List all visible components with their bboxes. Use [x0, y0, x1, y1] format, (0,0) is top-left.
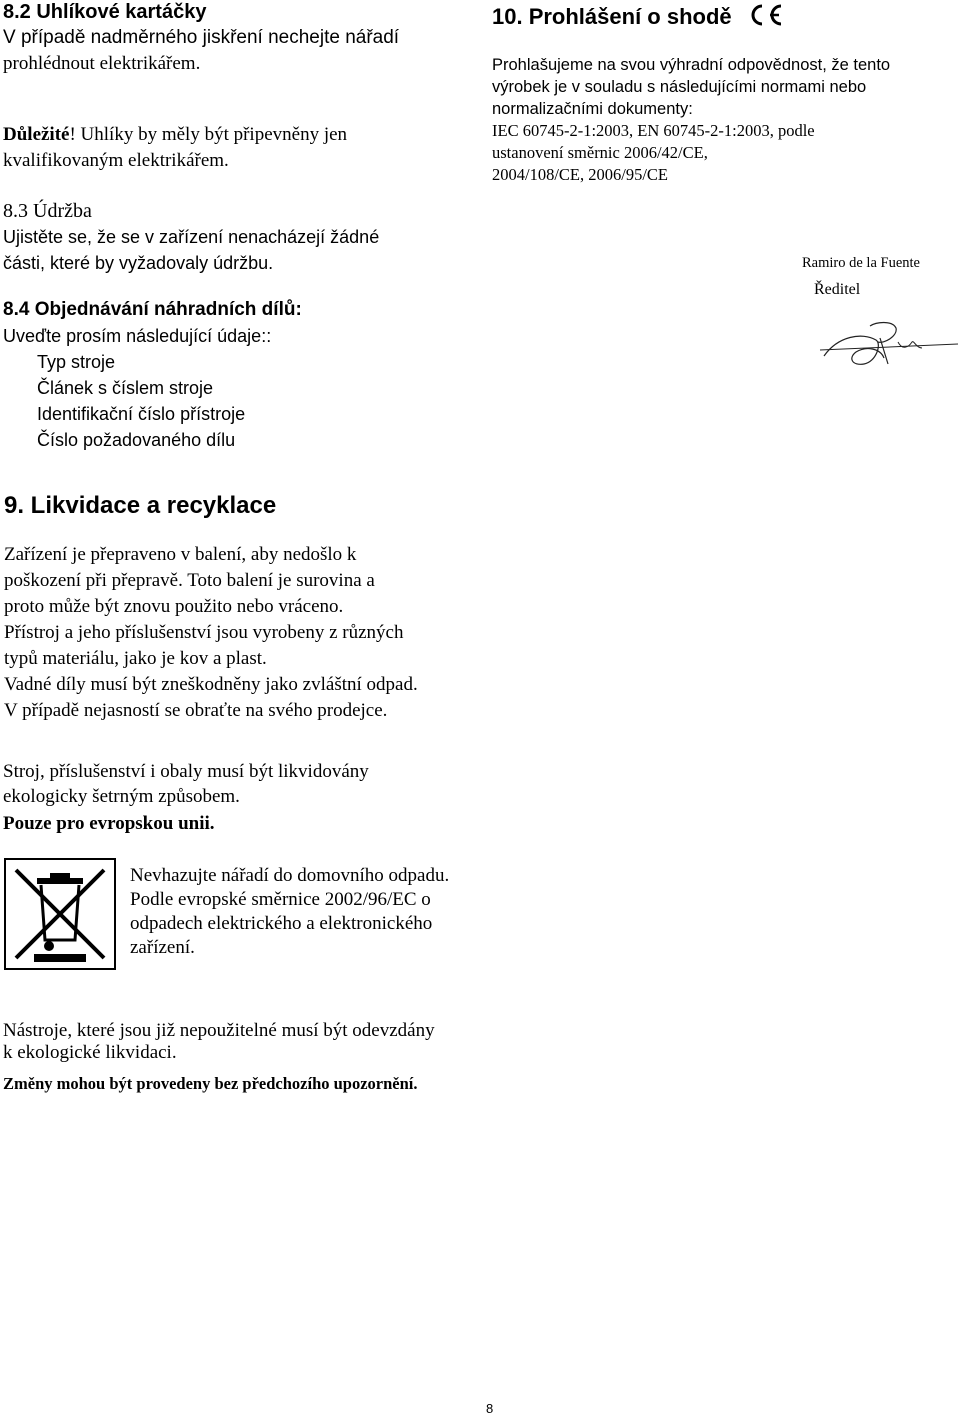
- section-8-2: [3, 0, 473, 77]
- list-item: Identifikační číslo přístroje: [37, 404, 246, 424]
- weee-line: Podle evropské směrnice 2002/96/EC o: [130, 889, 431, 910]
- section-9-line: poškození při přepravě. Toto balení je surovina a: [4, 570, 375, 591]
- disposal-line: k ekologické likvidaci.: [3, 1042, 177, 1063]
- section-9-heading: 9. Likvidace a recyklace: [4, 492, 277, 519]
- weee-line: Nevhazujte nářadí do domovního odpadu.: [130, 865, 450, 886]
- list-item: Typ stroje: [37, 352, 116, 372]
- section-9: [4, 490, 524, 724]
- weee-line: odpadech elektrického a elektronického: [130, 913, 433, 934]
- section-9-line: Přístroj a jeho příslušenství jsou vyrobeny z různých: [4, 622, 404, 643]
- section-8-3: [3, 198, 473, 276]
- crossed-bin-icon: [4, 858, 116, 975]
- ce-mark-icon: [746, 3, 784, 32]
- section-9-line: Vadné díly musí být zneškodněny jako zvláštní odpad.: [4, 674, 418, 695]
- section-9-line: proto může být znovu použito nebo vráceno.: [4, 596, 344, 617]
- section-8-2-line: V případě nadměrného jiskření nechejte nářadí: [3, 27, 400, 48]
- section-10: [492, 2, 952, 186]
- section-8-2-line: prohlédnout elektrikářem.: [3, 53, 201, 74]
- section-9-line: Zařízení je přepraveno v balení, aby nedošlo k: [4, 544, 357, 565]
- section-8-2-heading: 8.2 Uhlíkové kartáčky: [3, 1, 207, 23]
- important-line: kvalifikovaným elektrikářem.: [3, 150, 229, 171]
- disposal-note: [3, 1020, 563, 1095]
- section-8-4-intro: Uveďte prosím následující údaje::: [3, 326, 272, 346]
- important-text: ! Uhlíky by měly být připevněny jen: [69, 124, 348, 145]
- list-item: Číslo požadovaného dílu: [37, 430, 236, 450]
- disposal-line: Nástroje, které jsou již nepoužitelné musí být odevzdány: [3, 1020, 435, 1041]
- section-8-4: [3, 297, 473, 453]
- signature: [818, 318, 960, 383]
- eco-bold-line: Pouze pro evropskou unii.: [3, 813, 215, 834]
- eco-line: Stroj, příslušenství i obaly musí být likvidovány: [3, 761, 369, 782]
- section-8-3-heading: 8.3 Údržba: [3, 200, 92, 222]
- declaration-line: Prohlašujeme na svou výhradní odpovědnost, že tento: [492, 56, 891, 74]
- disposal-bold-line: Změny mohou být provedeny bez předchozího upozornění.: [3, 1074, 418, 1093]
- weee-text: [130, 864, 550, 960]
- declaration-line: výrobek je v souladu s následujícími normami nebo: [492, 78, 867, 96]
- signer-name: Ramiro de la Fuente: [802, 255, 920, 271]
- eco-line: ekologicky šetrným způsobem.: [3, 786, 240, 807]
- section-9-line: V případě nejasností se obraťte na svého prodejce.: [4, 700, 388, 721]
- declaration-line: 2004/108/CE, 2006/95/CE: [492, 165, 669, 184]
- section-8-4-heading: 8.4 Objednávání náhradních dílů:: [3, 299, 302, 320]
- declaration-line: ustanovení směrnic 2006/42/CE,: [492, 143, 708, 162]
- list-item: Článek s číslem stroje: [37, 378, 214, 398]
- declaration-line: IEC 60745-2-1:2003, EN 60745-2-1:2003, podle: [492, 121, 815, 140]
- page-number: 8: [486, 1401, 494, 1416]
- declaration-line: normalizačními dokumenty:: [492, 100, 693, 118]
- important-note: [3, 122, 473, 174]
- section-8-3-line: části, které by vyžadovaly údržbu.: [3, 253, 274, 273]
- important-label: Důležité: [3, 124, 70, 145]
- section-8-3-line: Ujistěte se, že se v zařízení nenacházejí žádné: [3, 227, 380, 247]
- section-10-heading: 10. Prohlášení o shodě: [492, 4, 732, 29]
- section-9-line: typů materiálu, jako je kov a plast.: [4, 648, 267, 669]
- signer-title: Ředitel: [814, 281, 861, 298]
- weee-line: zařízení.: [130, 937, 195, 958]
- eco-note: [3, 759, 523, 839]
